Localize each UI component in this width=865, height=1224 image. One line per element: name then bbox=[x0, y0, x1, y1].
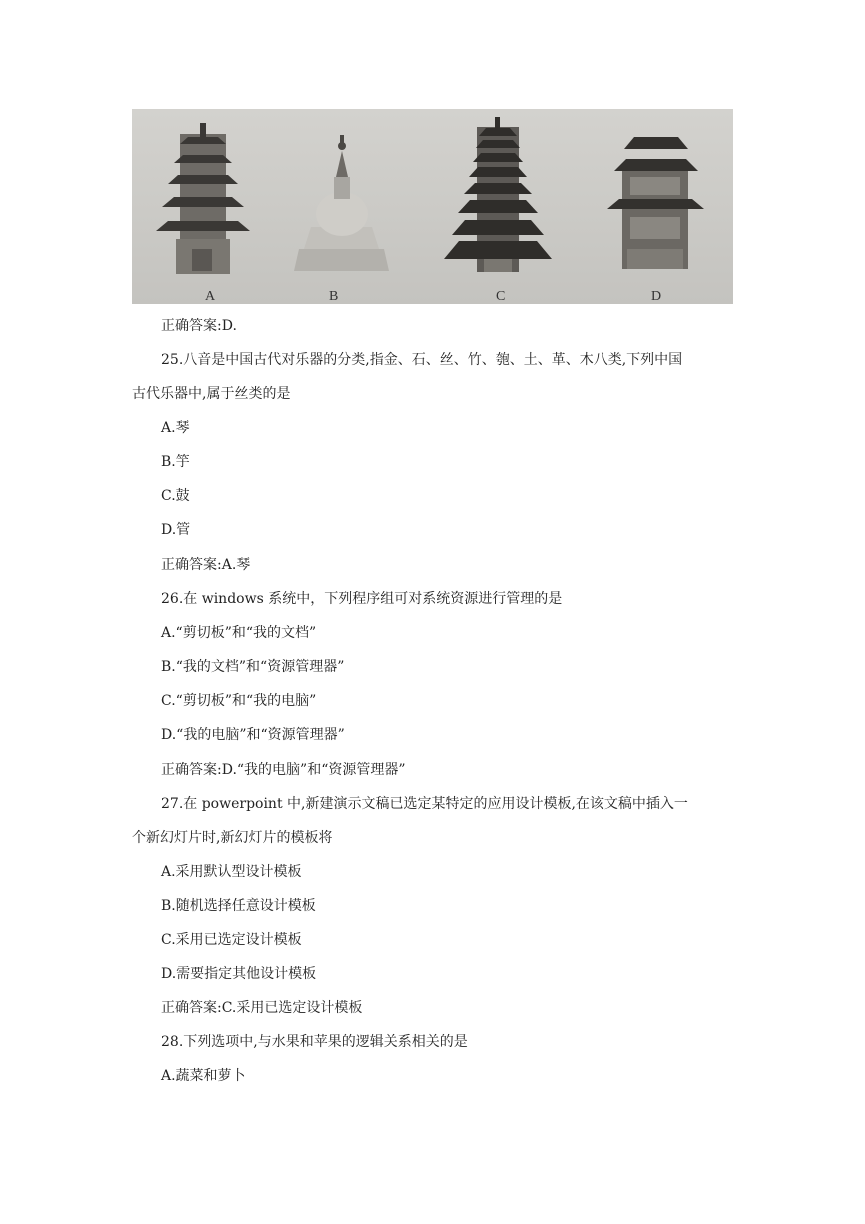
question-26-stem: 26.在 windows 系统中，下列程序组可对系统资源进行管理的是 bbox=[161, 591, 563, 607]
question-27-option-a: A.采用默认型设计模板 bbox=[161, 864, 302, 880]
question-27-stem: 27.在 powerpoint 中,新建演示文稿已选定某特定的应用设计模板,在该文稿中插入一 bbox=[161, 796, 688, 812]
figure-label-b: B bbox=[329, 289, 339, 304]
figure-label-d: D bbox=[651, 289, 662, 304]
question-27-option-b: B.随机选择任意设计模板 bbox=[161, 898, 316, 914]
figure-label-a: A bbox=[205, 289, 216, 304]
answer-q27: 正确答案:C.采用已选定设计模板 bbox=[161, 1000, 363, 1016]
pagoda-figure bbox=[132, 109, 733, 304]
question-25-option-a: A.琴 bbox=[161, 420, 190, 436]
question-27-option-d: D.需要指定其他设计模板 bbox=[161, 966, 317, 982]
figure-label-c: C bbox=[496, 289, 506, 304]
question-27-stem-cont: 个新幻灯片时,新幻灯片的模板将 bbox=[132, 830, 333, 846]
question-26-option-c: C.“剪切板”和“我的电脑” bbox=[161, 693, 317, 709]
question-25-option-b: B.竽 bbox=[161, 454, 190, 470]
question-26-option-b: B.“我的文档”和“资源管理器” bbox=[161, 659, 345, 675]
question-26-option-d: D.“我的电脑”和“资源管理器” bbox=[161, 727, 345, 743]
question-28-stem: 28.下列选项中,与水果和苹果的逻辑关系相关的是 bbox=[161, 1034, 468, 1050]
answer-q25: 正确答案:A.琴 bbox=[161, 557, 251, 573]
question-27-option-c: C.采用已选定设计模板 bbox=[161, 932, 302, 948]
pagoda-illustration bbox=[132, 109, 733, 304]
question-28-option-a: A.蔬菜和萝卜 bbox=[161, 1068, 246, 1084]
question-25-stem-cont: 古代乐器中,属于丝类的是 bbox=[132, 386, 291, 402]
question-25-option-c: C.鼓 bbox=[161, 488, 190, 504]
question-26-option-a: A.“剪切板”和“我的文档” bbox=[161, 625, 317, 641]
answer-q26: 正确答案:D.“我的电脑”和“资源管理器” bbox=[161, 762, 406, 778]
answer-q24: 正确答案:D. bbox=[161, 318, 237, 334]
question-25-stem: 25.八音是中国古代对乐器的分类,指金、石、丝、竹、匏、土、革、木八类,下列中国 bbox=[161, 352, 683, 368]
question-25-option-d: D.管 bbox=[161, 522, 191, 538]
